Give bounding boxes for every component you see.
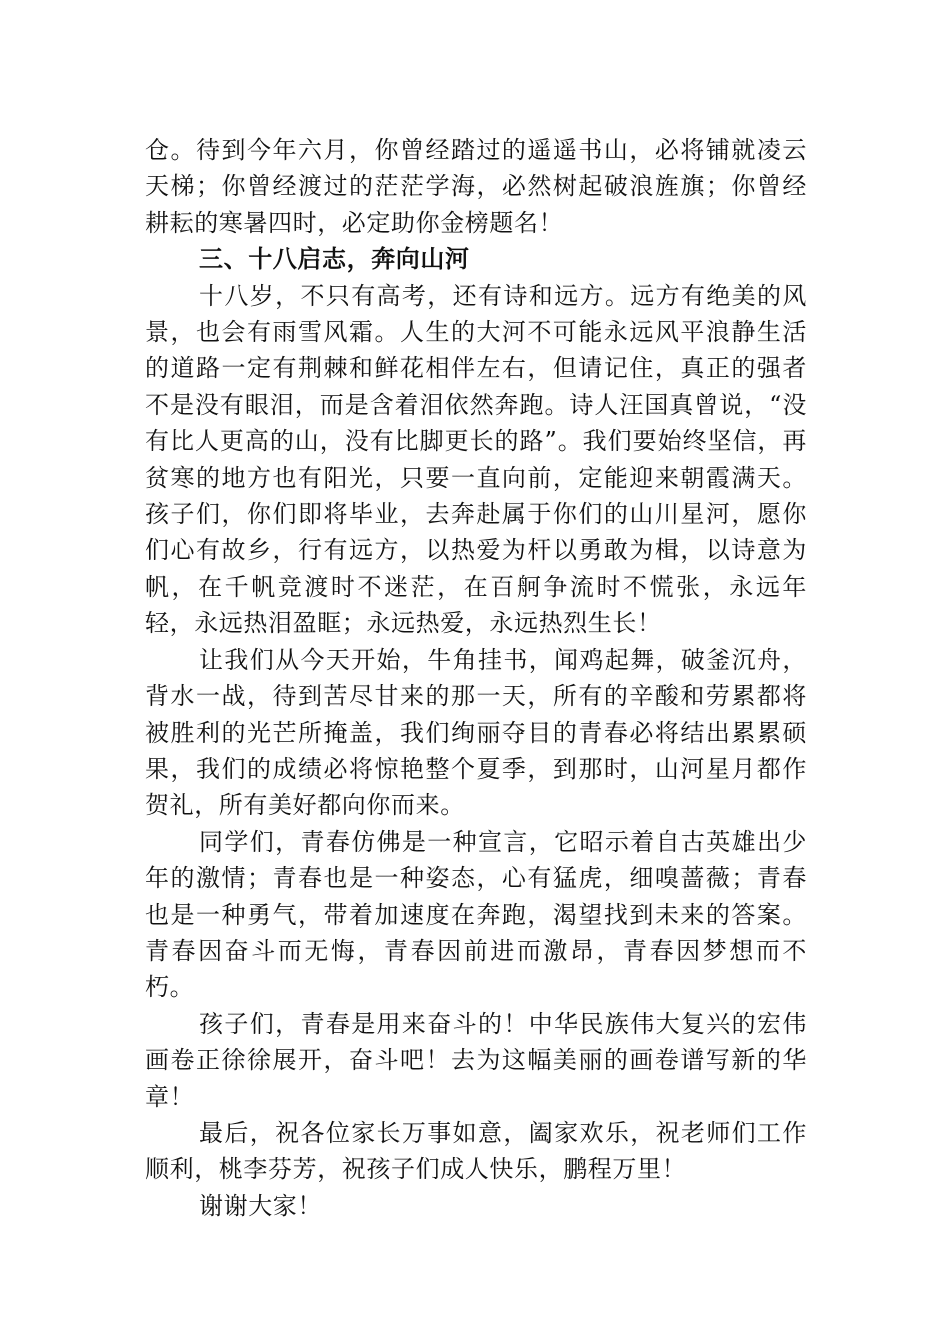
section-heading: 三、十八启志，奔向山河 <box>199 245 470 274</box>
paragraph-wishes: 最后，祝各位家长万事如意，阖家欢乐，祝老师们工作顺利，桃李芬芳，祝孩子们成人快乐，鹏程万里！ <box>145 1118 807 1184</box>
paragraph-youth: 同学们，青春仿佛是一种宣言，它昭示着自古英雄出少年的激情；青春也是一种姿态，心有猛虎，细嗅蔷薇；青春也是一种勇气，带着加速度在奔跑，渴望找到未来的答案。青春因奋斗而无悔，青春因前进而激昂，青春因梦想而不朽。 <box>145 827 807 1002</box>
document-page <box>145 132 807 1224</box>
paragraph-continuation: 仓。待到今年六月，你曾经踏过的遥遥书山，必将铺就凌云天梯；你曾经渡过的茫茫学海，必然树起破浪旌旗；你曾经耕耘的寒暑四时，必定助你金榜题名！ <box>145 136 807 237</box>
paragraph-start-today: 让我们从今天开始，牛角挂书，闻鸡起舞，破釜沉舟，背水一战，待到苦尽甘来的那一天，所有的辛酸和劳累都将被胜利的光芒所掩盖，我们绚丽夺目的青春必将结出累累硕果，我们的成绩必将惊艳整个夏季，到那时，山河星月都作贺礼，所有美好都向你而来。 <box>145 645 807 820</box>
paragraph-strive: 孩子们，青春是用来奋斗的！中华民族伟大复兴的宏伟画卷正徐徐展开，奋斗吧！去为这幅美丽的画卷谱写新的华章！ <box>145 1009 807 1111</box>
paragraph-eighteen: 十八岁，不只有高考，还有诗和远方。远方有绝美的风景，也会有雨雪风霜。人生的大河不可能永远风平浪静生活的道路一定有荆棘和鲜花相伴左右，但请记住，真正的强者不是没有眼泪，而是含着泪依然奔跑。诗人汪国真曾说，“没有比人更高的山，没有比脚更长的路”。我们要始终坚信，再贫寒的地方也有阳光，只要一直向前，定能迎来朝霞满天。孩子们，你们即将毕业，去奔赴属于你们的山川星河，愿你们心有故乡，行有远方，以热爱为杆以勇敢为楫，以诗意为帆，在千帆竞渡时不迷茫，在百舸争流时不慌张，永远年轻，永远热泪盈眶；永远热爱，永远热烈生长！ <box>145 281 807 638</box>
paragraph-thanks: 谢谢大家！ <box>199 1191 322 1220</box>
